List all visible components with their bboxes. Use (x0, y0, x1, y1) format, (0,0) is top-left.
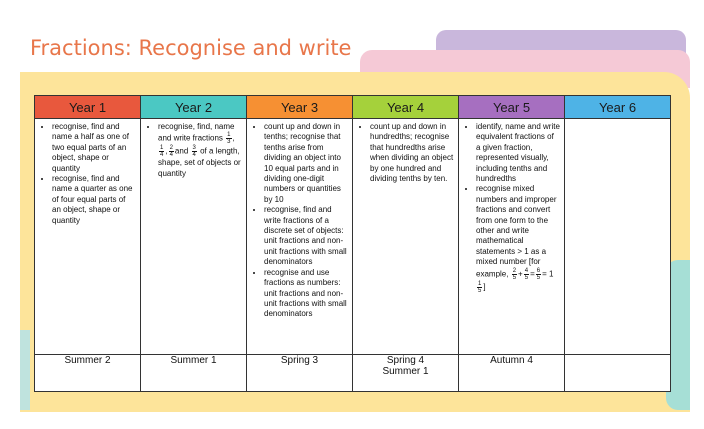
fraction: $\frac{3}{4}$ (192, 145, 196, 159)
list-item: • recognise mixed numbers and improper fractions and convert from one form to the other and write mathematical statements > 1 as a mixed number [for example, $\frac{2}{5}$ + $\frac{4}{5}$ = $\frac{6}{5}$ = 1 $\frac{1}{5}$ ] (476, 184, 560, 293)
fraction: $\frac{4}{5}$ (524, 267, 529, 281)
objectives-row (35, 119, 671, 355)
fraction: $\frac{1}{4}$ (160, 145, 164, 159)
list-item: • recognise, find and name a half as one of two equal parts of an object, shape or quantity (52, 122, 136, 174)
fraction: $\frac{6}{5}$ (536, 267, 541, 281)
year-5-term: Autumn 4 (459, 355, 565, 392)
list-item: • recognise, find and name a quarter as one of four equal parts of an object, shape or quantity (52, 174, 136, 226)
list-item: • recognise and use fractions as numbers: unit fractions and non-unit fractions with small denominators (264, 268, 348, 320)
curriculum-table (34, 95, 671, 392)
header-year-4: Year 4 (353, 96, 459, 119)
year-2-term: Summer 1 (141, 355, 247, 392)
decor-left-strip (20, 330, 30, 410)
list-item: • count up and down in tenths; recognise that tenths arise from dividing an object into 10 equal parts and in dividing one-digit numbers or quantities by 10 (264, 122, 348, 205)
year-3-term: Spring 3 (247, 355, 353, 392)
header-year-2: Year 2 (141, 96, 247, 119)
year-4-term: Spring 4 Summer 1 (353, 355, 459, 392)
header-year-1: Year 1 (35, 96, 141, 119)
year-6-objectives (565, 119, 671, 355)
list-item: • count up and down in hundredths; recognise that hundredths arise when dividing an object by one hundred and dividing tenths by ten. (370, 122, 454, 184)
list-item: • identify, name and write equivalent fractions of a given fraction, represented visually, including tenths and hundredths (476, 122, 560, 184)
header-row (35, 96, 671, 119)
year-1-term: Summer 2 (35, 355, 141, 392)
year-5-objectives (459, 119, 565, 355)
header-year-5: Year 5 (459, 96, 565, 119)
fraction: $\frac{1}{5}$ (478, 280, 482, 294)
year-6-term (565, 355, 671, 392)
list-item: • recognise, find, name and write fractions $\frac{1}{3}$ , $\frac{1}{4}$ , $\frac{2}{4}$ and $\frac{3}{4}$ of a length, shape, set of objects or quantity (158, 122, 242, 179)
header-year-3: Year 3 (247, 96, 353, 119)
page-title: Fractions: Recognise and write (30, 36, 352, 60)
header-year-6: Year 6 (565, 96, 671, 119)
fraction: $\frac{2}{5}$ (512, 267, 517, 281)
year-2-objectives (141, 119, 247, 355)
terms-row (35, 355, 671, 392)
year-1-objectives (35, 119, 141, 355)
fraction: $\frac{1}{3}$ (227, 132, 231, 146)
year-3-objectives (247, 119, 353, 355)
list-item: • recognise, find and write fractions of a discrete set of objects: unit fractions and non-unit fractions with small denominators (264, 205, 348, 267)
fraction: $\frac{2}{4}$ (169, 145, 173, 159)
year-4-objectives (353, 119, 459, 355)
